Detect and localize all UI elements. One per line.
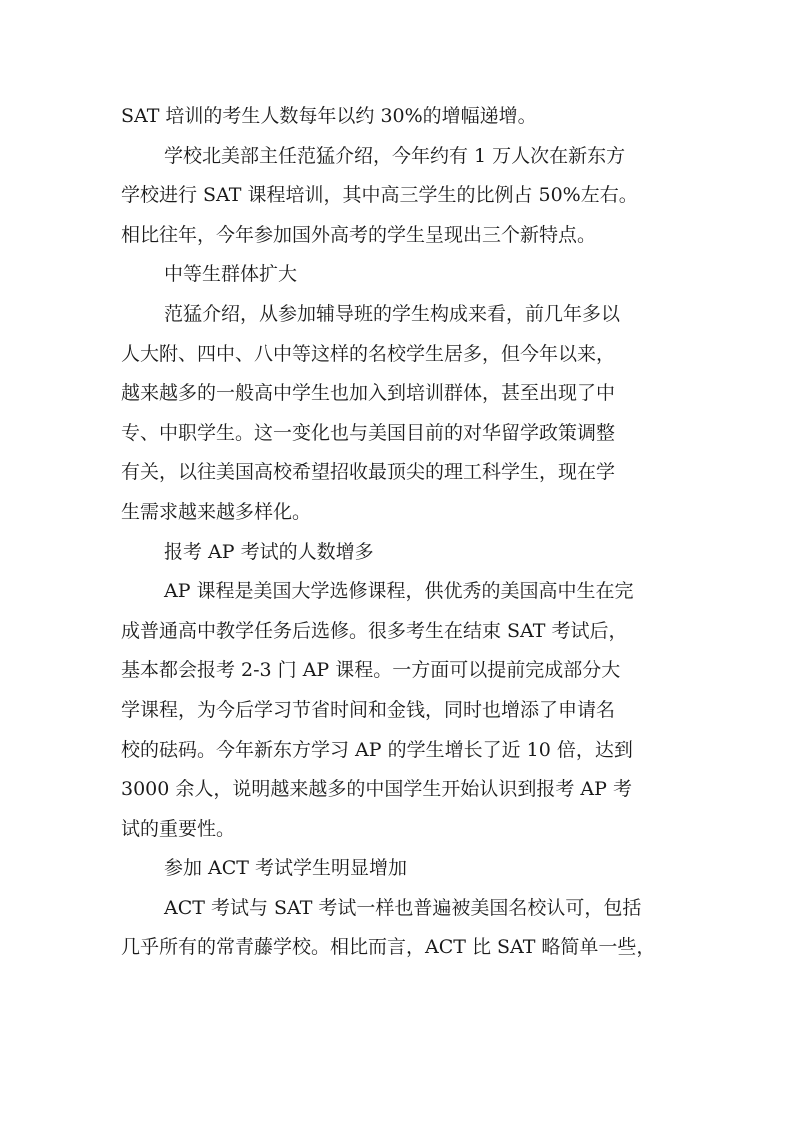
text-line-21: ACT 考试与 SAT 考试一样也普遍被美国名校认可，包括 bbox=[164, 896, 642, 919]
article-body bbox=[121, 97, 691, 968]
text-line-1: SAT 培训的考生人数每年以约 30%的增幅递增。 bbox=[121, 105, 537, 127]
text-line-16: 学课程，为今后学习节省时间和金钱，同时也增添了申请名 bbox=[121, 698, 616, 721]
text-line-11: 生需求越来越多样化。 bbox=[121, 500, 312, 523]
text-line-8: 越来越多的一般高中学生也加入到培训群体，甚至出现了中 bbox=[121, 382, 616, 405]
text-line-10: 有关，以往美国高校希望招收最顶尖的理工科学生，现在学 bbox=[121, 461, 616, 484]
text-line-15: 基本都会报考 2-3 门 AP 课程。一方面可以提前完成部分大 bbox=[121, 659, 621, 682]
text-line-22: 几乎所有的常青藤学校。相比而言，ACT 比 SAT 略简单一些， bbox=[121, 936, 656, 959]
text-line-9: 专、中职学生。这一变化也与美国目前的对华留学政策调整 bbox=[121, 421, 616, 444]
text-line-18: 3000 余人，说明越来越多的中国学生开始认识到报考 AP 考 bbox=[121, 778, 632, 801]
section-heading-middle-students: 中等生群体扩大 bbox=[164, 263, 298, 286]
text-line-17: 校的砝码。今年新东方学习 AP 的学生增长了近 10 倍，达到 bbox=[121, 738, 633, 761]
text-line-4: 相比往年，今年参加国外高考的学生呈现出三个新特点。 bbox=[121, 223, 597, 246]
text-line-6: 范猛介绍，从参加辅导班的学生构成来看，前几年多以 bbox=[164, 302, 621, 325]
section-heading-ap-exam: 报考 AP 考试的人数增多 bbox=[164, 540, 374, 563]
text-line-3: 学校进行 SAT 课程培训，其中高三学生的比例占 50%左右。 bbox=[121, 184, 638, 207]
text-line-19: 试的重要性。 bbox=[121, 817, 236, 840]
text-line-7: 人大附、四中、八中等这样的名校学生居多，但今年以来， bbox=[121, 342, 616, 365]
text-line-13: AP 课程是美国大学选修课程，供优秀的美国高中生在完 bbox=[164, 580, 634, 603]
text-line-14: 成普通高中教学任务后选修。很多考生在结束 SAT 考试后， bbox=[121, 619, 628, 642]
text-line-2: 学校北美部主任范猛介绍，今年约有 1 万人次在新东方 bbox=[164, 144, 626, 167]
section-heading-act-exam: 参加 ACT 考试学生明显增加 bbox=[164, 857, 408, 880]
